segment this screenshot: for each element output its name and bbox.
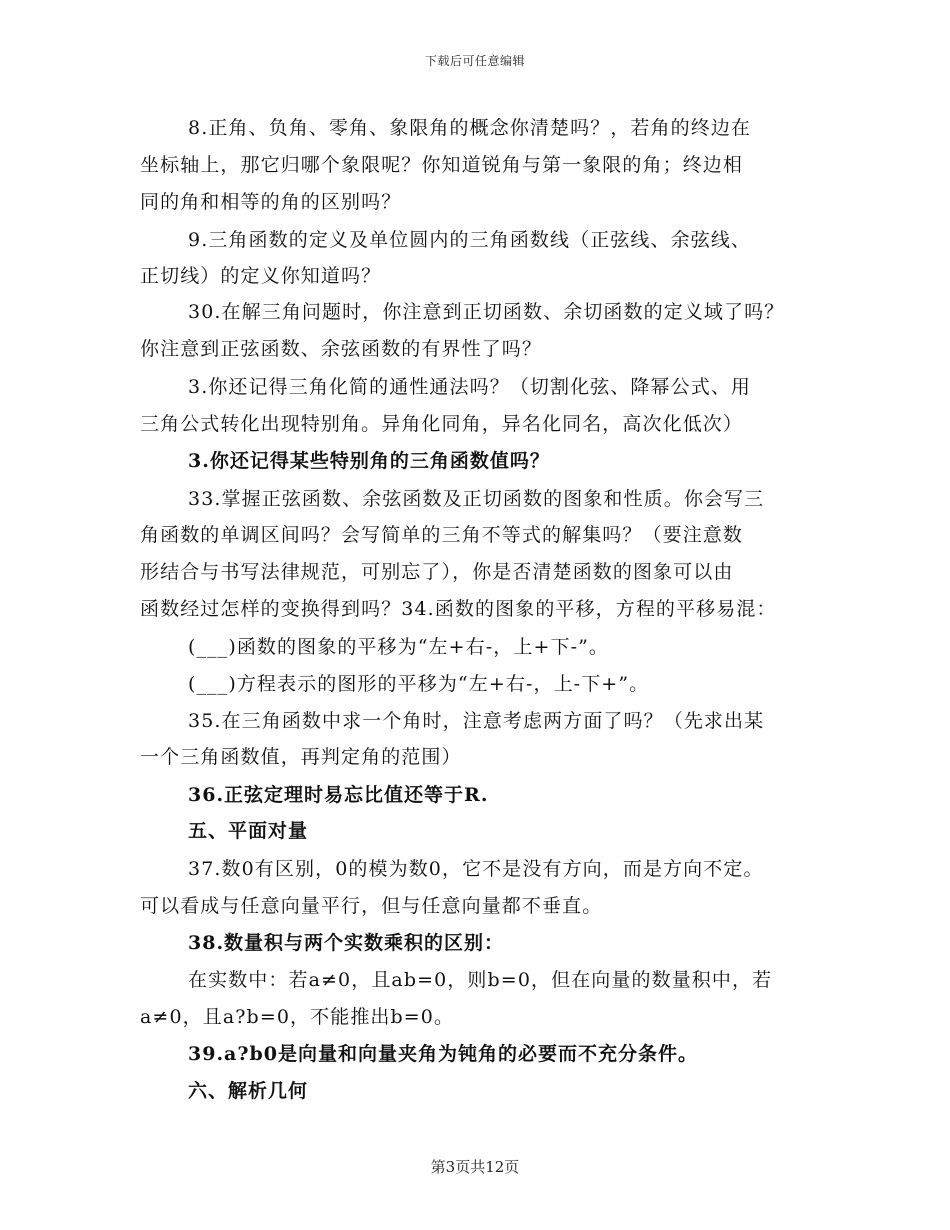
section-heading: 五、平面对量 xyxy=(188,820,309,842)
section-heading: 36.正弦定理时易忘比值还等于R. xyxy=(188,784,489,806)
paragraph-line: 同的角和相等的角的区别吗？ xyxy=(140,191,402,213)
paragraph-line: (___)函数的图象的平移为“左+右-，上+下-”。 xyxy=(188,636,610,658)
paragraph-line: 一个三角函数值，再判定角的范围） xyxy=(140,746,462,768)
section-heading: 3.你还记得某些特别角的三角函数值吗？ xyxy=(188,450,550,472)
paragraph-line: 9.三角函数的定义及单位圆内的三角函数线（正弦线、余弦线、 xyxy=(188,229,752,251)
paragraph-line: 30.在解三角问题时，你注意到正切函数、余切函数的定义域了吗？ xyxy=(188,301,785,323)
paragraph-line: a≠0，且a?b=0，不能推出b=0。 xyxy=(140,1006,455,1028)
section-heading: 39.a?b0是向量和向量夹角为钝角的必要而不充分条件。 xyxy=(188,1043,699,1065)
paragraph-line: 可以看成与任意向量平行，但与任意向量都不垂直。 xyxy=(140,895,603,917)
paragraph-line: 坐标轴上，那它归哪个象限呢？你知道锐角与第一象限的角；终边相 xyxy=(140,154,744,176)
paragraph-line: 形结合与书写法律规范，可别忘了），你是否清楚函数的图象可以由 xyxy=(140,561,734,583)
paragraph-line: 函数经过怎样的变换得到吗？34.函数的图象的平移，方程的平移易混： xyxy=(140,598,777,620)
page-header: 下载后可任意编辑 xyxy=(424,54,525,68)
paragraph-line: 35.在三角函数中求一个角时，注意考虑两方面了吗？（先求出某 xyxy=(188,710,765,732)
paragraph-line: 3.你还记得三角化简的通性通法吗？（切割化弦、降幂公式、用 xyxy=(188,376,752,398)
section-heading: 38.数量积与两个实数乘积的区别： xyxy=(188,932,505,954)
paragraph-line: 37.数0有区别，0的模为数0，它不是没有方向，而是方向不定。 xyxy=(188,858,764,880)
paragraph-line: 8.正角、负角、零角、象限角的概念你清楚吗？，若角的终边在 xyxy=(188,117,752,139)
paragraph-line: 33.掌握正弦函数、余弦函数及正切函数的图象和性质。你会写三 xyxy=(188,488,765,510)
paragraph-line: 角函数的单调区间吗？会写简单的三角不等式的解集吗？（要注意数 xyxy=(140,524,744,546)
paragraph-line: 正切线）的定义你知道吗？ xyxy=(140,265,382,287)
paragraph-line: 三角公式转化出现特别角。异角化同角，异名化同名，高次化低次） xyxy=(140,413,744,435)
paragraph-line: 你注意到正弦函数、余弦函数的有界性了吗？ xyxy=(140,338,543,360)
page-footer: 第3页共12页 xyxy=(430,1158,520,1176)
paragraph-line: (___)方程表示的图形的平移为“左+右-，上-下+”。 xyxy=(188,673,650,695)
paragraph-line: 在实数中：若a≠0，且ab=0，则b=0，但在向量的数量积中，若 xyxy=(188,969,773,991)
section-heading: 六、解析几何 xyxy=(188,1080,309,1102)
